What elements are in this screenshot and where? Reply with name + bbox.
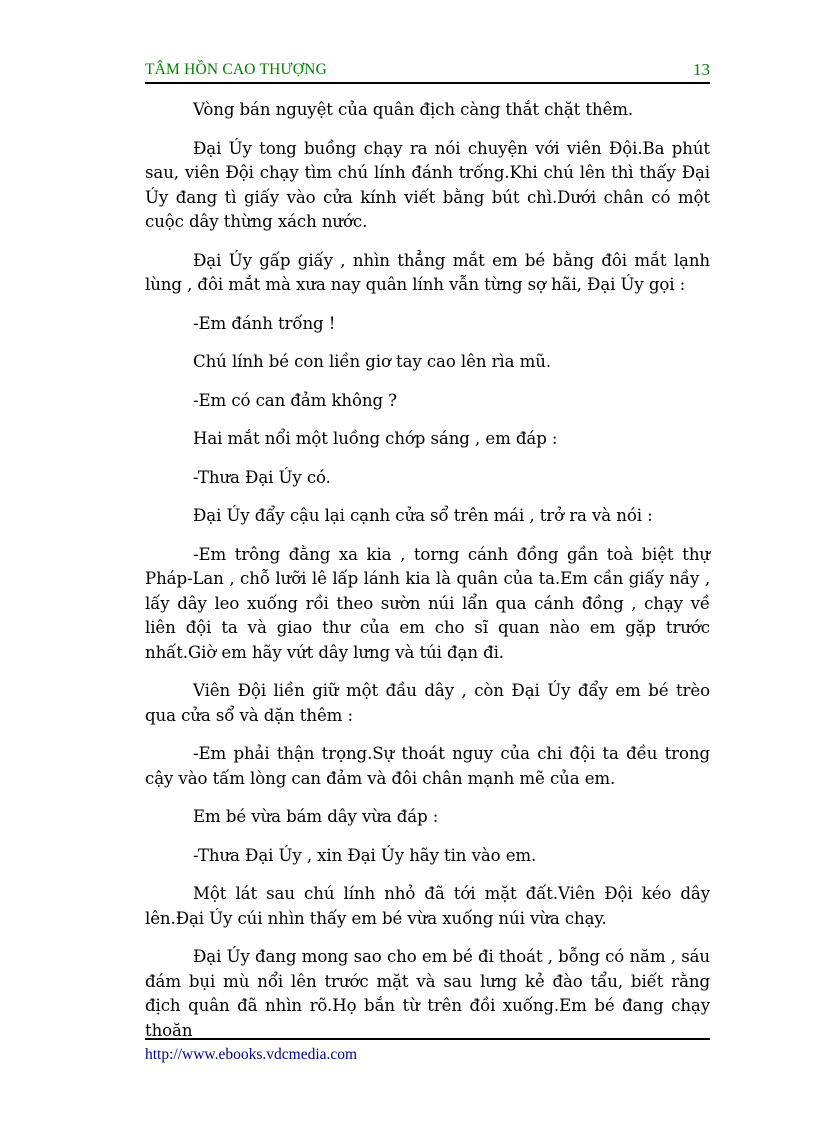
paragraph: -Thưa Đại Úy , xin Đại Úy hãy tin vào em. (193, 845, 537, 865)
body-text (145, 98, 710, 1043)
paragraph: Một lát sau chú lính nhỏ đã tới mặt đất.Viên Đội kéo dây lên.Đại Úy cúi nhìn thấy em bé vừa xuống núi vừa chạy. (145, 884, 710, 928)
paragraph: Đại Úy đẩy cậu lại cạnh cửa sổ trên mái , trở ra và nói : (193, 506, 653, 525)
book-title: TÂM HỒN CAO THƯỢNG (145, 61, 327, 78)
paragraph: Viên Đội liền giữ một đầu dây , còn Đại Úy đẩy em bé trèo qua cửa sổ và dặn thêm : (145, 681, 710, 725)
paragraph: Chú lính bé con liền giơ tay cao lên rìa mũ. (193, 352, 552, 371)
paragraph: -Em có can đảm không ? (193, 390, 397, 410)
paragraph: Hai mắt nổi một luồng chớp sáng , em đáp : (193, 429, 558, 448)
paragraph: Vòng bán nguyệt của quân địch càng thắt chặt thêm. (193, 100, 634, 119)
paragraph: -Thưa Đại Úy có. (193, 467, 331, 487)
paragraph: -Em đánh trống ! (193, 313, 336, 333)
page-header (145, 60, 710, 84)
paragraph: Em bé vừa bám dây vừa đáp : (193, 807, 439, 826)
paragraph: Đại Úy tong buồng chạy ra nói chuyện với viên Đội.Ba phút sau, viên Đội chạy tìm chú lính đánh trống.Khi chú lên thì thấy Đại Úy đang tì giấy vào cửa kính viết bằng bút chì.Dưới chân có một cuộc dây thừng xách nước. (145, 138, 710, 231)
paragraph: -Em trông đằng xa kia , torng cánh đồng gần toà biệt thự Pháp-Lan , chỗ lưỡi lê lấp lánh kia là quân của ta.Em cần giấy nầy , lấy dây leo xuống rồi theo sườn núi lẩn qua cánh đồng , chạy về liên đội ta và giao thư của em cho sĩ quan nào em gặp trước nhất.Giờ em hãy vứt dây lưng và túi đạn đi. (145, 544, 710, 662)
paragraph: -Em phải thận trọng.Sự thoát nguy của chi đội ta đều trong cậy vào tấm lòng can đảm và đôi chân mạnh mẽ của em. (145, 744, 710, 788)
paragraph: Đại Úy gấp giấy , nhìn thẳng mắt em bé bằng đôi mắt lạnh lùng , đôi mắt mà xưa nay quân lính vẫn từng sợ hãi, Đại Úy gọi : (145, 250, 710, 294)
paragraph: Đại Úy đang mong sao cho em bé đi thoát , bỗng có năm , sáu đám bụi mù nổi lên trước mặt và sau lưng kẻ đào tẩu, biết rằng địch quân đã nhìn rõ.Họ bắn từ trên đồi xuống.Em bé đang chạy thoăn (145, 947, 710, 1040)
page-number: 13 (693, 60, 710, 79)
page-footer (145, 1038, 710, 1064)
website-link[interactable]: http://www.ebooks.vdcmedia.com (145, 1046, 358, 1063)
